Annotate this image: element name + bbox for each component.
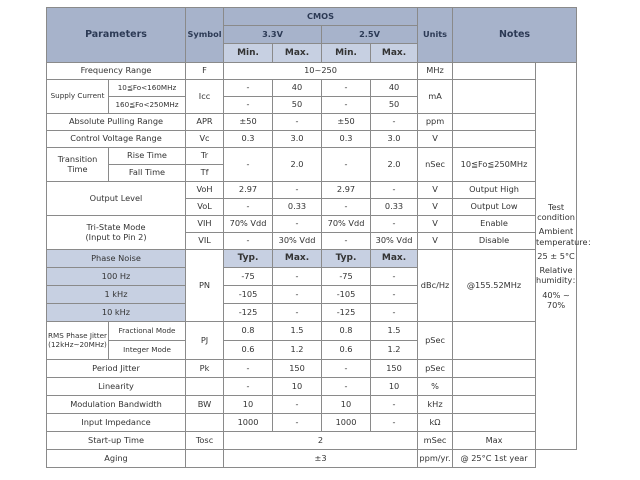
value-cell: - [371, 414, 418, 432]
value-cell: - [371, 216, 418, 233]
param-label: Transition Time [47, 148, 109, 182]
unit-cell: V [418, 182, 453, 199]
param-line: RMS Phase Jitter [48, 331, 107, 341]
value-cell: 150 [371, 360, 418, 378]
value-cell: 0.33 [273, 199, 322, 216]
value-cell: - [224, 97, 273, 114]
value-cell: - [224, 148, 273, 182]
note-cell: 10≦Fo≦250MHz [453, 148, 536, 182]
unit-cell: pSec [418, 360, 453, 378]
unit-cell: kΩ [418, 414, 453, 432]
header-max: Max. [371, 44, 418, 63]
value-cell: 70% Vdd [224, 216, 273, 233]
header-3v3: 3.3V [224, 26, 322, 44]
value-cell: -125 [322, 304, 371, 322]
value-cell: - [371, 182, 418, 199]
value-cell: -75 [224, 268, 273, 286]
value-cell: - [273, 182, 322, 199]
value-cell: - [273, 114, 322, 131]
value-cell: - [322, 360, 371, 378]
unit-cell: dBc/Hz [418, 250, 453, 322]
spec-table [46, 7, 596, 468]
note-cell [453, 322, 536, 360]
value-cell: 1.5 [273, 322, 322, 341]
unit-cell: V [418, 131, 453, 148]
value-cell: 2 [224, 432, 418, 450]
value-cell: -105 [224, 286, 273, 304]
value-cell: - [224, 199, 273, 216]
value-cell: 2.0 [371, 148, 418, 182]
value-cell: - [322, 199, 371, 216]
param-line: (Input to Pin 2) [85, 231, 147, 242]
header-max: Max. [371, 250, 418, 268]
symbol-cell: Tr [186, 148, 224, 165]
param-label: Linearity [47, 378, 186, 396]
note-cell: Disable [453, 233, 536, 250]
value-cell: 2.0 [273, 148, 322, 182]
header-min: Min. [322, 44, 371, 63]
value-cell: 10 [322, 396, 371, 414]
value-cell: ±3 [224, 450, 418, 468]
header-cmos: CMOS [224, 8, 418, 26]
header-min: Min. [224, 44, 273, 63]
value-cell: 0.3 [224, 131, 273, 148]
test-condition-note [536, 63, 596, 450]
value-cell: - [371, 396, 418, 414]
value-cell: 10 [224, 396, 273, 414]
unit-cell: kHz [418, 396, 453, 414]
header-typ: Typ. [322, 250, 371, 268]
value-cell: 0.6 [224, 341, 273, 360]
symbol-cell: BW [186, 396, 224, 414]
value-cell: - [273, 304, 322, 322]
value-cell: 1000 [224, 414, 273, 432]
value-cell: 10~250 [224, 63, 418, 80]
value-cell: - [322, 97, 371, 114]
value-cell: - [273, 396, 322, 414]
value-cell: -75 [322, 268, 371, 286]
note-cell: Output High [453, 182, 536, 199]
header-max: Max. [273, 250, 322, 268]
unit-cell: V [418, 199, 453, 216]
note-cell: @155.52MHz [453, 250, 536, 322]
note-cell [453, 131, 536, 148]
param-label: Period Jitter [47, 360, 186, 378]
unit-cell: V [418, 233, 453, 250]
symbol-cell: VoL [186, 199, 224, 216]
sub-param-label: 10≦Fo<160MHz [109, 80, 186, 97]
value-cell: - [322, 233, 371, 250]
note-cell: Output Low [453, 199, 536, 216]
note-cell [453, 63, 536, 80]
value-cell: - [322, 80, 371, 97]
param-line: (12kHz~20MHz) [48, 339, 107, 349]
sub-param-label: Rise Time [109, 148, 186, 165]
param-line: Tri-State Mode [86, 222, 146, 233]
value-cell: 0.3 [322, 131, 371, 148]
value-cell: - [273, 414, 322, 432]
param-label: Frequency Range [47, 63, 186, 80]
value-cell: -125 [224, 304, 273, 322]
header-parameters: Parameters [47, 8, 186, 63]
note-cell: @ 25°C 1st year [453, 450, 536, 468]
symbol-cell: VIH [186, 216, 224, 233]
value-cell: - [322, 378, 371, 396]
param-label [47, 216, 186, 250]
symbol-cell: APR [186, 114, 224, 131]
value-cell: 0.33 [371, 199, 418, 216]
unit-cell: MHz [418, 63, 453, 80]
symbol-cell: VoH [186, 182, 224, 199]
header-typ: Typ. [224, 250, 273, 268]
value-cell: 150 [273, 360, 322, 378]
value-cell: 10 [371, 378, 418, 396]
value-cell: 30% Vdd [371, 233, 418, 250]
symbol-cell [186, 378, 224, 396]
value-cell: 1.2 [371, 341, 418, 360]
header-max: Max. [273, 44, 322, 63]
value-cell: 40 [371, 80, 418, 97]
value-cell: ±50 [322, 114, 371, 131]
sub-param-label: Fall Time [109, 165, 186, 182]
note-line: 40% ~ 70% [542, 289, 570, 310]
header-symbol: Symbol [186, 8, 224, 63]
note-cell: Max [453, 432, 536, 450]
sub-param-label: Integer Mode [109, 341, 186, 360]
param-label: Input Impedance [47, 414, 186, 432]
param-label: Phase Noise [47, 250, 186, 268]
offset-label: 100 Hz [47, 268, 186, 286]
value-cell: 0.6 [322, 341, 371, 360]
unit-cell: % [418, 378, 453, 396]
note-line: Test condition [537, 201, 575, 223]
header-units: Units [418, 8, 453, 63]
value-cell: - [371, 268, 418, 286]
value-cell: - [371, 286, 418, 304]
offset-label: 10 kHz [47, 304, 186, 322]
note-cell: Enable [453, 216, 536, 233]
value-cell: -105 [322, 286, 371, 304]
note-cell [453, 396, 536, 414]
symbol-cell: PN [186, 250, 224, 322]
symbol-cell: Vc [186, 131, 224, 148]
value-cell: 50 [371, 97, 418, 114]
value-cell: - [224, 378, 273, 396]
value-cell: - [273, 286, 322, 304]
note-line: Ambient temperature： [536, 226, 596, 247]
value-cell: 3.0 [371, 131, 418, 148]
param-label: Output Level [47, 182, 186, 216]
symbol-cell [186, 450, 224, 468]
value-cell: 1000 [322, 414, 371, 432]
unit-cell: V [418, 216, 453, 233]
value-cell: 3.0 [273, 131, 322, 148]
sub-param-label: 160≦Fo<250MHz [109, 97, 186, 114]
param-label: Aging [47, 450, 186, 468]
unit-cell: ppm/yr. [418, 450, 453, 468]
symbol-cell: Icc [186, 80, 224, 114]
value-cell: - [224, 80, 273, 97]
value-cell: 50 [273, 97, 322, 114]
param-label: Absolute Pulling Range [47, 114, 186, 131]
param-label [47, 322, 109, 360]
note-cell [453, 360, 536, 378]
header-notes: Notes [453, 8, 577, 63]
symbol-cell: Tosc [186, 432, 224, 450]
value-cell: 70% Vdd [322, 216, 371, 233]
sub-param-label: Fractional Mode [109, 322, 186, 341]
value-cell: 0.8 [322, 322, 371, 341]
symbol-cell: VIL [186, 233, 224, 250]
note-cell [453, 114, 536, 131]
value-cell: 2.97 [224, 182, 273, 199]
param-label: Modulation Bandwidth [47, 396, 186, 414]
note-line: 25 ± 5°C [537, 250, 575, 261]
value-cell: 0.8 [224, 322, 273, 341]
value-cell: 2.97 [322, 182, 371, 199]
value-cell: ±50 [224, 114, 273, 131]
value-cell: - [322, 148, 371, 182]
value-cell: - [371, 304, 418, 322]
unit-cell: ppm [418, 114, 453, 131]
value-cell: - [273, 216, 322, 233]
note-line: Relative humidity： [536, 265, 581, 286]
symbol-cell: F [186, 63, 224, 80]
value-cell: 1.5 [371, 322, 418, 341]
note-cell [453, 378, 536, 396]
value-cell: - [224, 360, 273, 378]
value-cell: 40 [273, 80, 322, 97]
unit-cell: mSec [418, 432, 453, 450]
unit-cell: nSec [418, 148, 453, 182]
symbol-cell: Tf [186, 165, 224, 182]
value-cell: 10 [273, 378, 322, 396]
param-label: Supply Current [47, 80, 109, 114]
symbol-cell: PJ [186, 322, 224, 360]
offset-label: 1 kHz [47, 286, 186, 304]
note-cell [453, 414, 536, 432]
value-cell: - [273, 268, 322, 286]
value-cell: - [371, 114, 418, 131]
param-label: Start-up Time [47, 432, 186, 450]
param-label: Control Voltage Range [47, 131, 186, 148]
symbol-cell [186, 414, 224, 432]
value-cell: 30% Vdd [273, 233, 322, 250]
note-cell [453, 80, 536, 114]
value-cell: 1.2 [273, 341, 322, 360]
header-2v5: 2.5V [322, 26, 418, 44]
symbol-cell: Pk [186, 360, 224, 378]
unit-cell: mA [418, 80, 453, 114]
value-cell: - [224, 233, 273, 250]
unit-cell: pSec [418, 322, 453, 360]
